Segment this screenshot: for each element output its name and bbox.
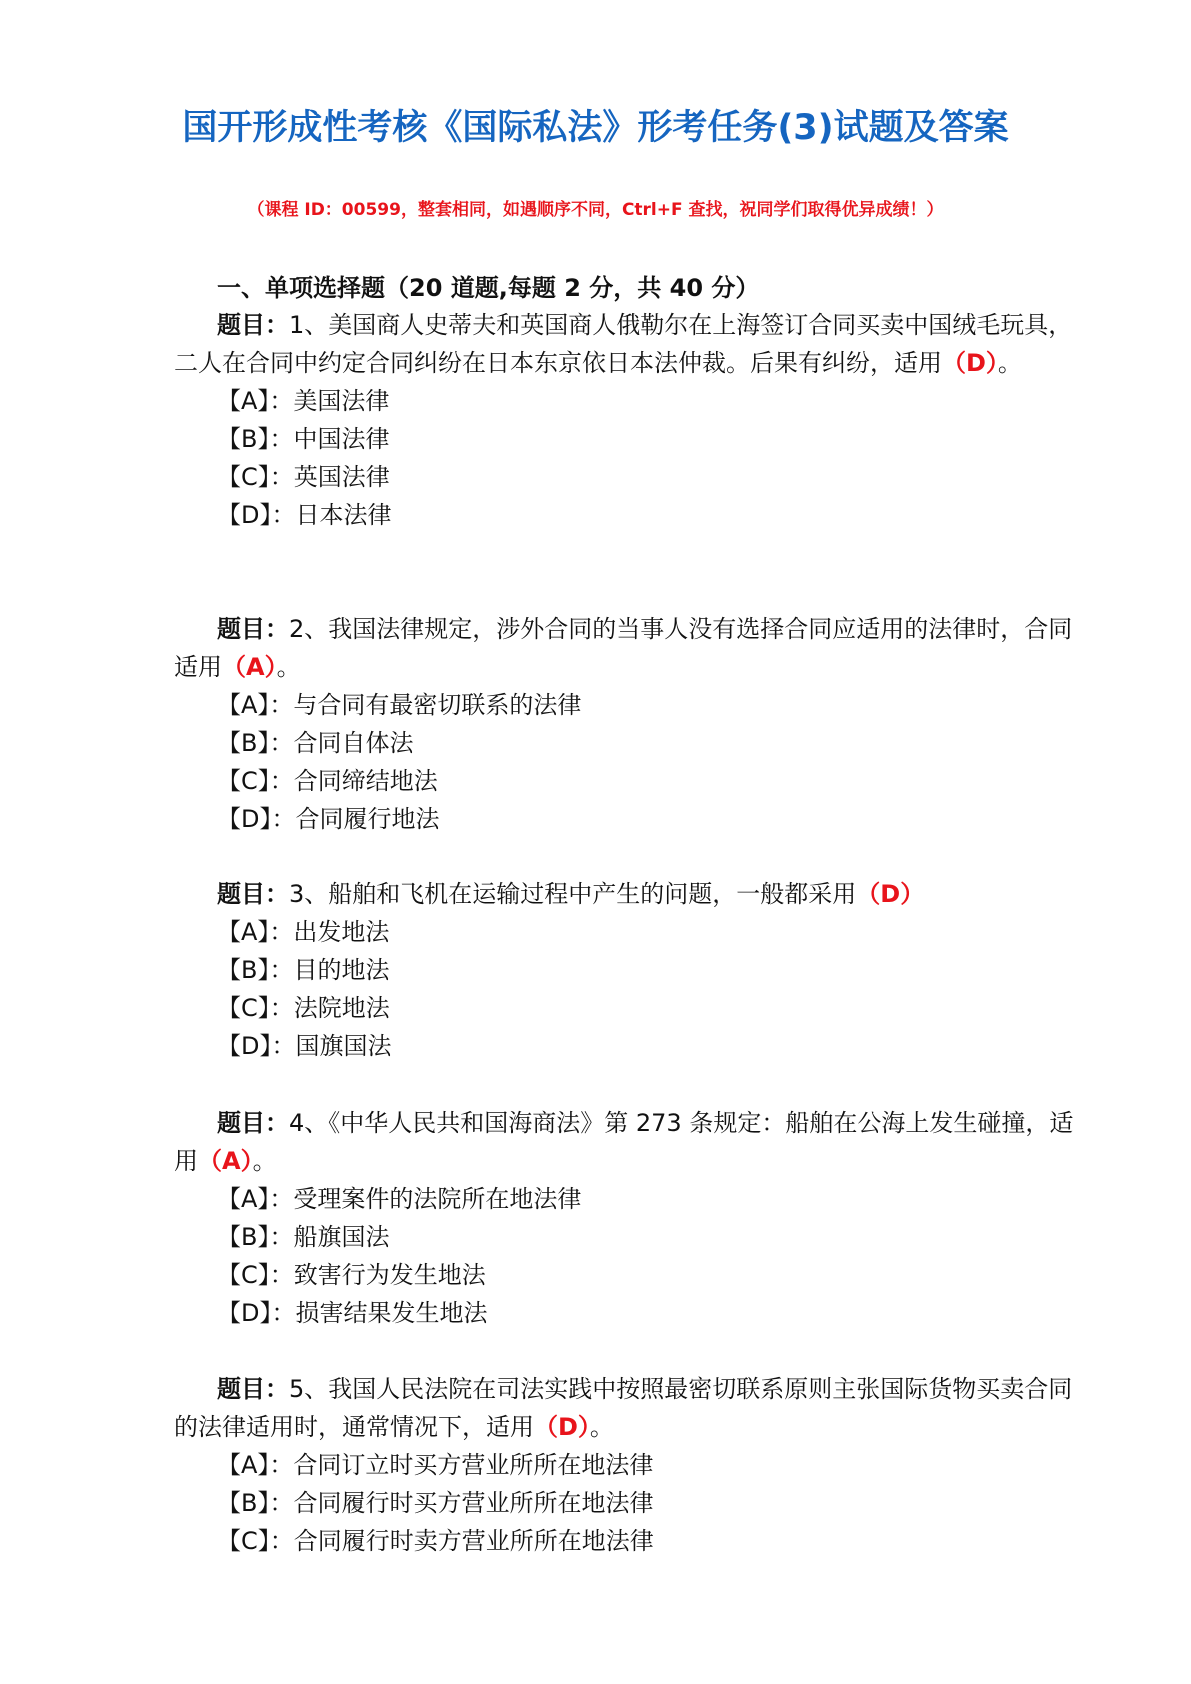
question-stem (174, 306, 1079, 382)
option-c: 【C】：致害行为发生地法 (217, 1261, 486, 1289)
question-3 (174, 875, 1079, 1065)
question-1 (174, 306, 1079, 534)
question-prefix: 题目： (217, 1109, 289, 1137)
question-text: 1、美国商人史蒂夫和英国商人俄勒尔在上海签订合同买卖中国绒毛玩具，二人在合同中约定合同纠纷在日本东京依日本法仲裁。后果有纠纷，适用 (174, 311, 1073, 377)
option-b: 【B】：目的地法 (217, 956, 390, 984)
question-suffix: 。 (276, 653, 301, 681)
option-b: 【B】：中国法律 (217, 425, 390, 453)
option-a: 【A】：与合同有最密切联系的法律 (217, 691, 582, 719)
question-stem (174, 610, 1079, 686)
question-stem (174, 875, 1079, 913)
option-d: 【D】：日本法律 (217, 501, 392, 529)
question-suffix: 。 (252, 1147, 277, 1175)
question-prefix: 题目： (217, 880, 289, 908)
option-c: 【C】：法院地法 (217, 994, 390, 1022)
answer-label: （A） (198, 1147, 253, 1175)
question-text: 2、我国法律规定，涉外合同的当事人没有选择合同应适用的法律时，合同适用 (174, 615, 1073, 681)
option-a: 【A】：合同订立时买方营业所所在地法律 (217, 1451, 654, 1479)
question-text: 4、《中华人民共和国海商法》第 273 条规定：船舶在公海上发生碰撞，适用 (174, 1109, 1074, 1175)
option-c: 【C】：合同缔结地法 (217, 767, 438, 795)
question-stem (174, 1104, 1079, 1180)
option-b: 【B】：合同自体法 (217, 729, 414, 757)
page-subtitle: （课程 ID：00599，整套相同，如遇顺序不同，Ctrl+F 查找，祝同学们取得优异成绩！） (247, 200, 944, 220)
option-b: 【B】：船旗国法 (217, 1223, 390, 1251)
answer-label: （D） (942, 349, 998, 377)
option-a: 【A】：出发地法 (217, 918, 390, 946)
question-prefix: 题目： (217, 1375, 289, 1403)
question-suffix: 。 (997, 349, 1022, 377)
option-c: 【C】：合同履行时卖方营业所所在地法律 (217, 1527, 654, 1555)
question-text: 3、船舶和飞机在运输过程中产生的问题，一般都采用 (289, 880, 857, 908)
question-suffix: 。 (589, 1413, 614, 1441)
option-a: 【A】：美国法律 (217, 387, 390, 415)
answer-label: （D） (534, 1413, 590, 1441)
question-prefix: 题目： (217, 311, 289, 339)
question-stem (174, 1370, 1079, 1446)
option-a: 【A】：受理案件的法院所在地法律 (217, 1185, 582, 1213)
question-2 (174, 610, 1079, 838)
question-prefix: 题目： (217, 615, 289, 643)
option-b: 【B】：合同履行时买方营业所所在地法律 (217, 1489, 654, 1517)
question-text: 5、我国人民法院在司法实践中按照最密切联系原则主张国际货物买卖合同的法律适用时，通常情况下，适用 (174, 1375, 1073, 1441)
page-title: 国开形成性考核《国际私法》形考任务(3)试题及答案 (182, 108, 1009, 148)
section-heading: 一、单项选择题（20 道题,每题 2 分，共 40 分） (217, 274, 760, 302)
option-d: 【D】：国旗国法 (217, 1032, 392, 1060)
option-d: 【D】：损害结果发生地法 (217, 1299, 488, 1327)
question-5 (174, 1370, 1079, 1560)
answer-label: （D） (856, 880, 925, 908)
answer-label: （A） (222, 653, 277, 681)
option-c: 【C】：英国法律 (217, 463, 390, 491)
option-d: 【D】：合同履行地法 (217, 805, 440, 833)
question-4 (174, 1104, 1079, 1332)
